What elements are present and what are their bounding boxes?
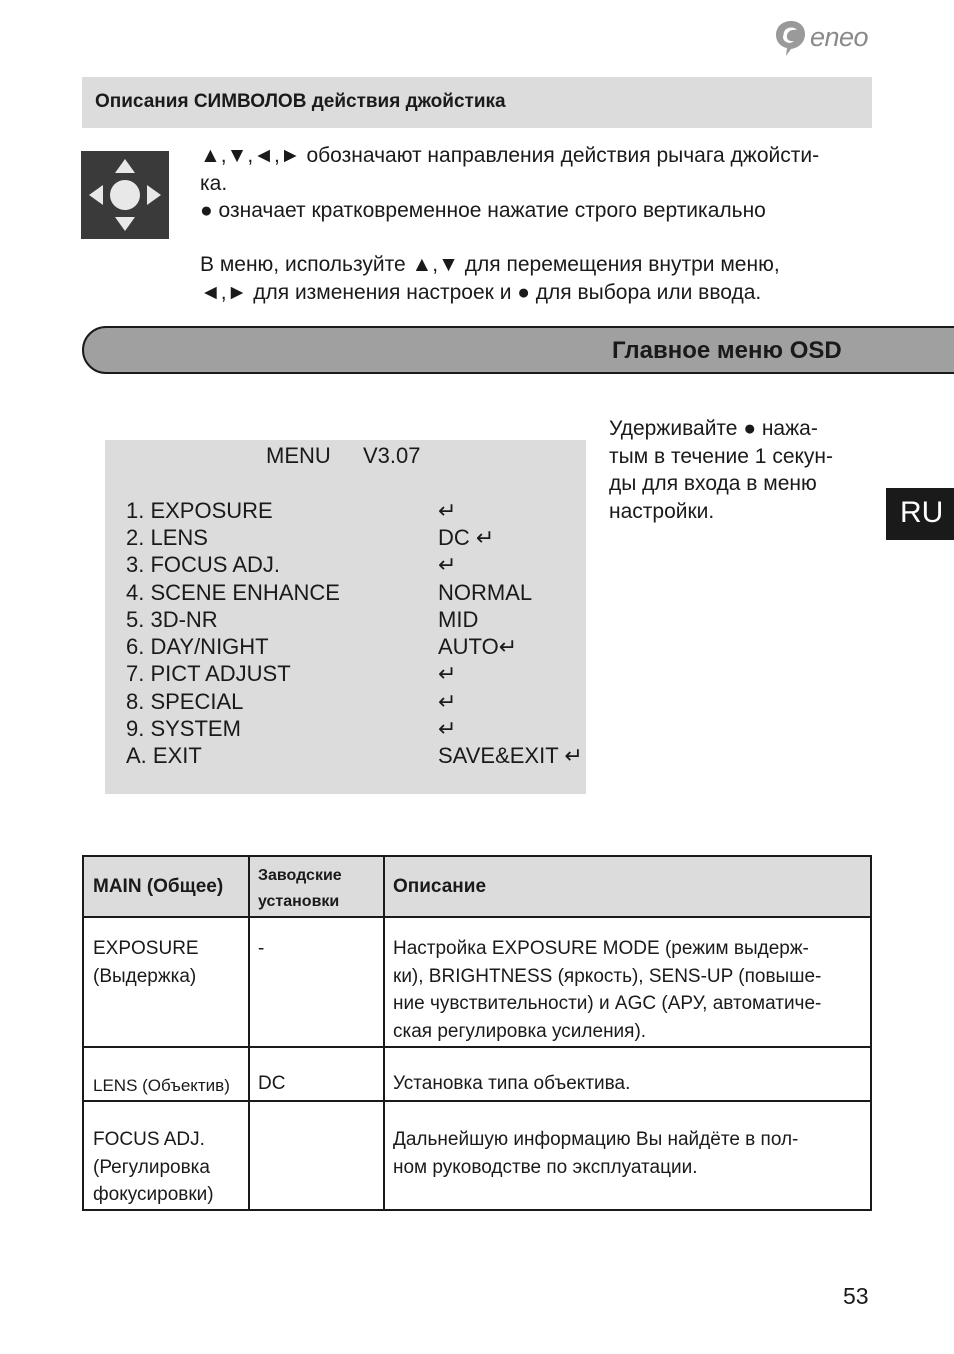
text-line: настройки. xyxy=(609,499,715,523)
table-cell-name: LENS (Объектив) xyxy=(93,1076,230,1095)
text-line: ◄,► для изменения настроек и ● для выбора или ввода. xyxy=(200,280,762,304)
section-title: Главное меню OSD xyxy=(612,337,842,364)
joystick-description xyxy=(200,142,819,225)
text-line: ▲,▼,◄,► обозначают направления действия рычага джойсти- xyxy=(200,144,820,167)
osd-menu-item-label: 7. PICT ADJUST xyxy=(126,661,291,686)
text-line: ки), BRIGHTNESS (яркость), SENS-UP (повыше- xyxy=(393,965,822,987)
text-line: ние чувствительности) и AGC (АРУ, автоматиче- xyxy=(393,993,822,1014)
osd-menu-item-value: AUTO↵ xyxy=(438,634,518,659)
section-header-osd-main-menu xyxy=(82,326,954,374)
osd-menu-version: V3.07 xyxy=(363,443,421,468)
text-line: ном руководстве по эксплуатации. xyxy=(393,1156,698,1178)
osd-menu-screen xyxy=(105,440,586,794)
text-line: FOCUS ADJ. xyxy=(93,1129,205,1150)
text-line: (Выдержка) xyxy=(93,965,197,987)
column-divider xyxy=(383,857,385,1209)
table-cell-description: Установка типа объектива. xyxy=(393,1073,631,1094)
header-line: установки xyxy=(258,893,340,910)
table-cell-name xyxy=(93,1126,214,1209)
osd-menu-item-value: SAVE&EXIT ↵ xyxy=(438,743,583,768)
osd-menu-item-label: 4. SCENE ENHANCE xyxy=(126,580,340,605)
row-divider xyxy=(84,1046,870,1048)
osd-menu-item-label: 2. LENS xyxy=(126,525,208,550)
table-header-defaults xyxy=(258,863,342,915)
text-line: ка. xyxy=(200,171,228,195)
text-line: Настройка EXPOSURE MODE (режим выдерж- xyxy=(393,938,809,959)
hold-button-note xyxy=(609,415,833,525)
table-header-description: Описание xyxy=(393,876,487,897)
text-line: Дальнейшую информацию Вы найдёте в пол- xyxy=(393,1129,799,1150)
osd-menu-item-value: ↵ xyxy=(438,689,457,714)
text-line: ● означает кратковременное нажатие строго вертикально xyxy=(200,199,766,222)
table-cell-default: - xyxy=(258,938,265,959)
osd-menu-item-value: ↵ xyxy=(438,661,457,686)
text-line: ская регулировка усиления). xyxy=(393,1020,647,1042)
text-line: тым в течение 1 секун- xyxy=(609,444,834,468)
osd-menu-item-label: 1. EXPOSURE xyxy=(126,498,273,523)
header-line: Заводские xyxy=(258,867,342,884)
osd-menu-item-label: A. EXIT xyxy=(126,743,202,768)
section-header-joystick-symbols xyxy=(82,77,872,128)
row-divider xyxy=(84,1100,870,1102)
menu-navigation-description xyxy=(200,251,780,306)
osd-menu-title: MENU xyxy=(266,443,331,468)
text-line: Удерживайте ● нажа- xyxy=(609,417,818,440)
osd-menu-item-value: ↵ xyxy=(438,716,457,741)
osd-menu-item-value: ↵ xyxy=(438,498,457,523)
osd-menu-item-label: 3. FOCUS ADJ. xyxy=(126,552,281,577)
joystick-icon xyxy=(81,151,169,239)
table-cell-description xyxy=(393,935,821,1045)
table-cell-name xyxy=(93,935,199,990)
osd-menu-item-value: MID xyxy=(438,607,479,632)
eneo-logo xyxy=(774,18,884,58)
osd-menu-item-label: 5. 3D-NR xyxy=(126,607,218,632)
osd-menu-item-label: 6. DAY/NIGHT xyxy=(126,634,269,659)
table-header-main: MAIN (Общее) xyxy=(93,876,224,897)
text-line: В меню, используйте ▲,▼ для перемещения внутри меню, xyxy=(200,253,780,276)
table-cell-description xyxy=(393,1126,798,1181)
osd-menu-item-value: ↵ xyxy=(438,552,457,577)
language-tab-label: RU xyxy=(900,496,944,529)
osd-menu-item-value: DC ↵ xyxy=(438,525,495,550)
column-divider xyxy=(248,857,250,1209)
osd-menu-item-label: 8. SPECIAL xyxy=(126,689,244,714)
row-divider xyxy=(84,916,870,918)
logo-text: eneo xyxy=(810,22,869,52)
osd-menu-item-label: 9. SYSTEM xyxy=(126,716,241,741)
logo-mark-icon xyxy=(774,18,808,58)
settings-table xyxy=(82,855,872,1211)
text-line: EXPOSURE xyxy=(93,938,199,959)
table-cell-default: DC xyxy=(258,1073,286,1094)
page-number: 53 xyxy=(843,1283,869,1309)
text-line: ды для входа в меню xyxy=(609,472,817,495)
text-line: (Регулировка xyxy=(93,1156,210,1178)
text-line: фокусировки) xyxy=(93,1184,214,1205)
language-tab-ru xyxy=(886,488,954,540)
section-title: Описания СИМВОЛОВ действия джойстика xyxy=(95,91,506,112)
osd-menu-item-value: NORMAL xyxy=(438,580,533,605)
